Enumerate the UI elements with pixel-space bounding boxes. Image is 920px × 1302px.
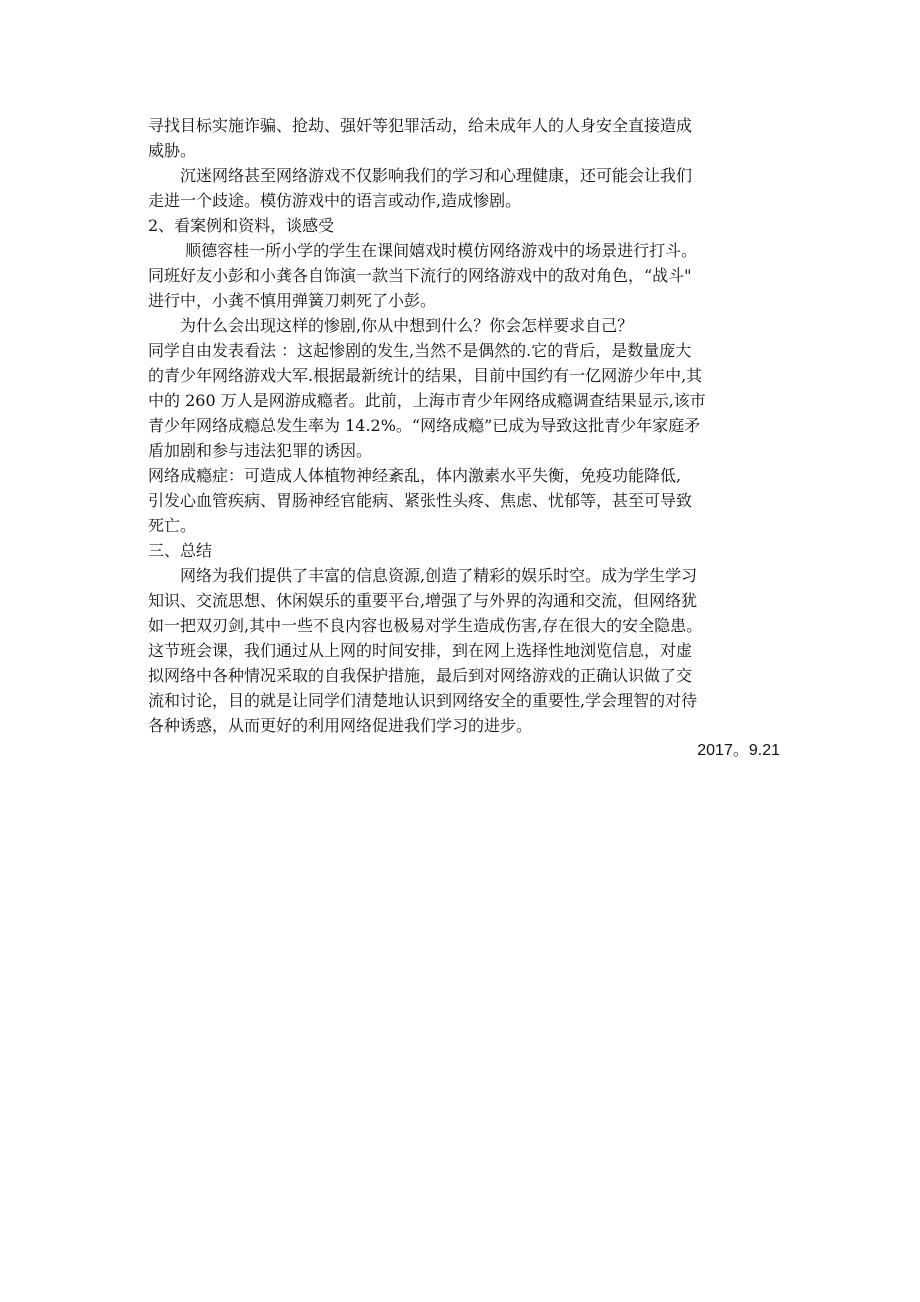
document-date: 2017。9.21 [697, 742, 780, 759]
text-line: 同学自由发表看法 ：这起惨剧的发生,当然不是偶然的.它的背后，是数量庞大 [148, 341, 692, 360]
text-line: 走进一个歧途。模仿游戏中的语言或动作,造成惨剧。 [148, 191, 522, 210]
text-line: 网络为我们提供了丰富的信息资源,创造了精彩的娱乐时空。成为学生学习 [148, 566, 698, 585]
text-line: 顺德容桂一所小学的学生在课间嬉戏时模仿网络游戏中的场景进行打斗。 [148, 241, 698, 260]
text-line: 盾加剧和参与违法犯罪的诱因。 [148, 441, 373, 460]
text-line: 中的 260 万人是网游成瘾者。此前，上海市青少年网络成瘾调查结果显示,该市 [148, 391, 706, 410]
text-line: 这节班会课，我们通过从上网的时间安排，到在网上选择性地浏览信息，对虚 [148, 641, 693, 660]
text-line: 为什么会出现这样的惨剧,你从中想到什么？你会怎样要求自己？ [148, 316, 634, 335]
section-heading: 2、看案例和资料，谈感受 [148, 216, 335, 235]
text-line: 流和讨论，目的就是让同学们清楚地认识到网络安全的重要性,学会理智的对待 [148, 691, 698, 710]
text-line: 如一把双刃剑,其中一些不良内容也极易对学生造成伤害,存在很大的安全隐患。 [148, 616, 703, 635]
text-line: 引发心血管疾病、胃肠神经官能病、紧张性头疼、焦虑、忧郁等，甚至可导致 [148, 491, 693, 510]
text-line: 知识、交流思想、休闲娱乐的重要平台,增强了与外界的沟通和交流，但网络犹 [148, 591, 698, 610]
text-line: 死亡。 [148, 516, 197, 535]
text-line: 进行中，小龚不慎用弹簧刀刺死了小彭。 [148, 291, 437, 310]
text-line: 威胁。 [148, 141, 197, 160]
text-line: 沉迷网络甚至网络游戏不仅影响我们的学习和心理健康，还可能会让我们 [148, 166, 693, 185]
text-line: 拟网络中各种情况采取的自我保护措施，最后到对网络游戏的正确认识做了交 [148, 666, 693, 685]
text-line: 各种诱惑，从而更好的利用网络促进我们学习的进步。 [148, 716, 533, 735]
text-line: 寻找目标实施诈骗、抢劫、强奸等犯罪活动，给未成年人的人身安全直接造成 [148, 116, 693, 135]
section-heading: 三、总结 [148, 541, 213, 560]
text-line: 同班好友小彭和小龚各自饰演一款当下流行的网络游戏中的敌对角色，“战斗" [148, 266, 692, 285]
text-line: 的青少年网络游戏大军.根据最新统计的结果，目前中国约有一亿网游少年中,其 [148, 366, 703, 385]
text-line: 青少年网络成瘾总发生率为 14.2%。“网络成瘾”已成为导致这批青少年家庭矛 [148, 416, 701, 435]
text-line: 网络成瘾症：可造成人体植物神经紊乱，体内激素水平失衡，免疫功能降低, [148, 466, 682, 485]
